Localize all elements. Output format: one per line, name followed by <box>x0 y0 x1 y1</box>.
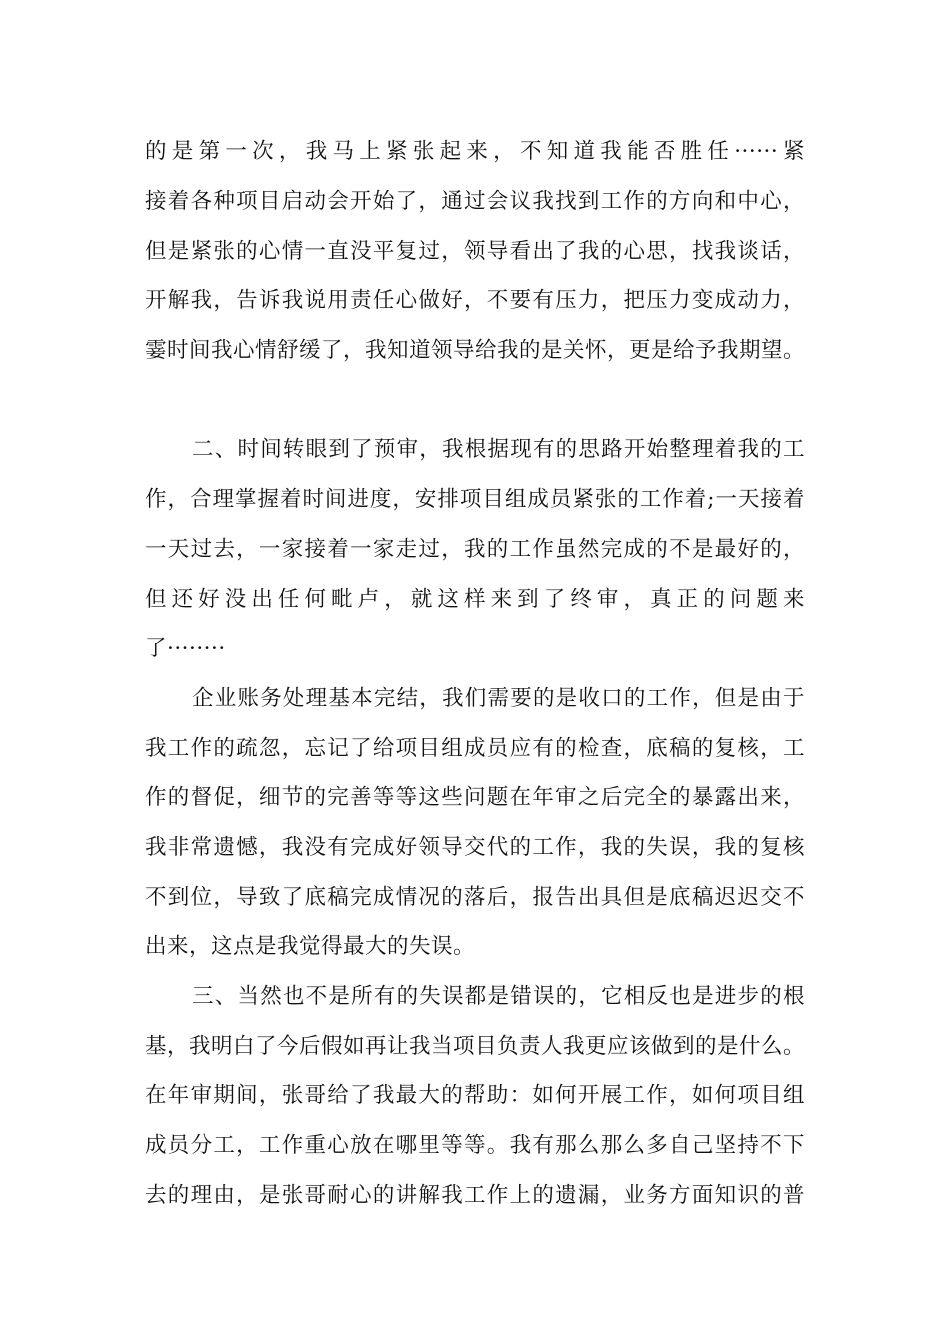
text-line: 不到位，导致了底稿完成情况的落后，报告出具但是底稿迟迟交不 <box>145 885 805 910</box>
text-line: 二、时间转眼到了预审，我根据现有的思路开始整理着我的工 <box>192 437 805 462</box>
text-line: 一天过去，一家接着一家走过，我的工作虽然完成的不是最好的， <box>145 537 805 562</box>
text-line: 企业账务处理基本完结，我们需要的是收口的工作，但是由于 <box>192 686 805 711</box>
text-line: 出来，这点是我觉得最大的失误。 <box>145 934 476 959</box>
text-line: 但是紧张的心情一直没平复过，领导看出了我的心思，找我谈话， <box>145 239 805 264</box>
text-line: 我非常遗憾，我没有完成好领导交代的工作，我的失误，我的复核 <box>145 835 805 860</box>
text-line: 开解我，告诉我说用责任心做好，不要有压力，把压力变成动力， <box>145 288 805 313</box>
text-line: 了········ <box>145 636 226 661</box>
text-line: 我工作的疏忽，忘记了给项目组成员应有的检查，底稿的复核，工 <box>145 736 805 761</box>
text-line: 去的理由，是张哥耐心的讲解我工作上的遗漏，业务方面知识的普 <box>145 1183 805 1208</box>
text-line: 霎时间我心情舒缓了，我知道领导给我的是关怀，更是给予我期望。 <box>145 338 806 363</box>
text-line: 作的督促，细节的完善等等这些问题在年审之后完全的暴露出来， <box>145 785 805 810</box>
text-line: 接着各种项目启动会开始了，通过会议我找到工作的方向和中心， <box>145 189 805 214</box>
text-line: 基，我明白了今后假如再让我当项目负责人我更应该做到的是什么。 <box>145 1034 806 1059</box>
text-line: 三、当然也不是所有的失误都是错误的，它相反也是进步的根 <box>192 984 805 1009</box>
text-line: 但还好没出任何毗卢，就这样来到了终审，真正的问题来 <box>145 587 805 612</box>
text-line: 作，合理掌握着时间进度，安排项目组成员紧张的工作着;一天接着 <box>145 487 805 512</box>
text-line: 在年审期间，张哥给了我最大的帮助：如何开展工作，如何项目组 <box>145 1083 805 1108</box>
text-line: 成员分工，工作重心放在哪里等等。我有那么那么多自己坚持不下 <box>145 1133 805 1158</box>
text-line: 的是第一次，我马上紧张起来，不知道我能否胜任······紧 <box>145 139 805 164</box>
